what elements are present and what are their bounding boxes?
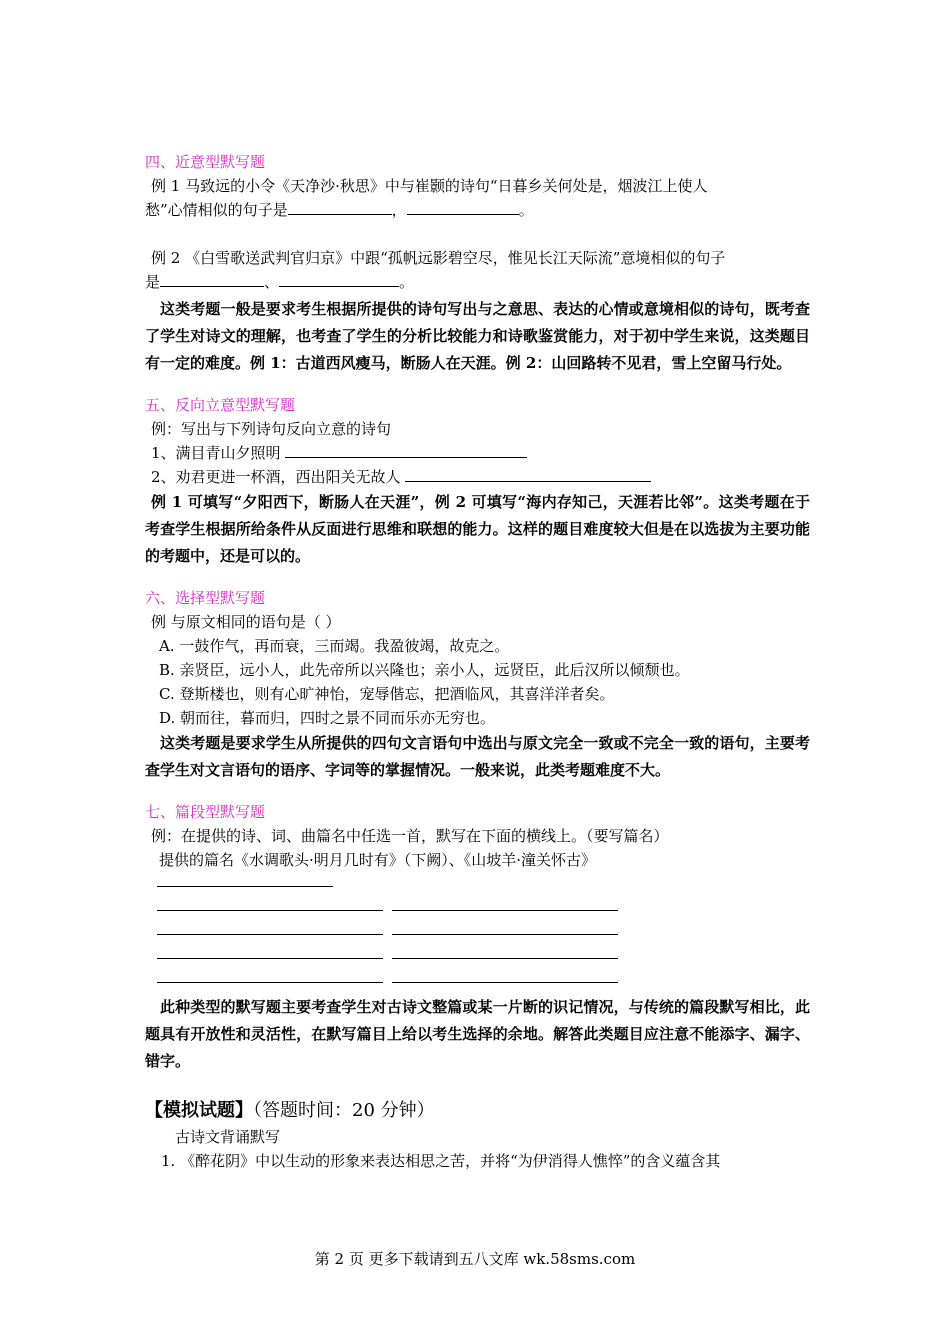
sec4-example2-text: 是 (145, 273, 161, 291)
sec4-example2-line2 (145, 270, 810, 294)
option-c: C. 登斯楼也，则有心旷神怡，宠辱偕忘，把酒临风，其喜洋洋者矣。 (159, 685, 615, 703)
answer-blank (405, 465, 651, 482)
sec7-note: 此种类型的默写题主要考查学生对古诗文整篇或某一片断的识记情况，与传统的篇段默写相比，此题具有开放性和灵活性，在默写篇目上给以考生选择的余地。解答此类题目应注意不能添字、漏字、错字。 (145, 998, 810, 1070)
sec7-titles: 提供的篇名《水调歌头·明月几时有》（下阙）、《山坡羊·潼关怀古》 (159, 851, 597, 869)
sec5-item1 (145, 441, 810, 465)
writing-line-row (145, 896, 810, 920)
mock-test-label: 【模拟试题】 (145, 1100, 253, 1121)
sec5-item2 (145, 465, 810, 489)
sec5-item1-text: 1、满目青山夕照明 (151, 444, 281, 462)
sec4-note: 这类考题一般是要求考生根据所提供的诗句写出与之意思、表达的心情或意境相似的诗句，既考查了学生对诗文的理解，也考查了学生的分析比较能力和诗歌鉴赏能力，对于初中学生来说，这类题目有一定的难度。例 1：古道西风瘦马，断肠人在天涯。例 2：山回路转不见君，雪上空留马行处。 (145, 300, 810, 372)
option-b: B. 亲贤臣，远小人，此先帝所以兴隆也；亲小人，远贤臣，此后汉所以倾颓也。 (159, 661, 690, 679)
dun-mark: 、 (264, 273, 280, 291)
writing-line-row (145, 968, 810, 992)
comma: ， (391, 201, 407, 219)
answer-blank (288, 198, 392, 215)
answer-blank (160, 270, 264, 287)
sec4-example2-line1: 例 2 《白雪歌送武判官归京》中跟“孤帆远影碧空尽，惟见长江天际流”意境相似的句子 (151, 249, 726, 267)
mock-question-1: 1. 《醉花阴》中以生动的形象来表达相思之苦，并将“为伊消得人憔悴”的含义蕴含其 (161, 1152, 721, 1170)
sec4-example1-text: 愁”心情相似的句子是 (145, 201, 288, 219)
answer-blank (285, 441, 527, 458)
writing-line (157, 972, 383, 983)
writing-line-row (145, 944, 810, 968)
sec5-item2-text: 2、劝君更进一杯酒，西出阳关无故人 (151, 468, 401, 486)
answer-blank (279, 270, 399, 287)
page-footer: 第 2 页 更多下载请到五八文库 wk.58sms.com (314, 1250, 636, 1268)
sec4-example1-line2 (145, 198, 810, 222)
writing-line (392, 948, 618, 959)
option-d: D. 朝而往，暮而归，四时之景不同而乐亦无穷也。 (159, 709, 496, 727)
sec4-example1-line1: 例 1 马致远的小令《天净沙·秋思》中与崔颢的诗句“日暮乡关何处是，烟波江上使人 (151, 177, 708, 195)
section-6-heading: 六、选择型默写题 (145, 589, 266, 607)
writing-line-row (145, 872, 810, 896)
mock-test-title (145, 1097, 810, 1125)
answer-blank (407, 198, 519, 215)
option-a: A. 一鼓作气，再而衰，三而竭。我盈彼竭，故克之。 (159, 637, 510, 655)
writing-line (392, 900, 618, 911)
period: 。 (399, 273, 415, 291)
period: 。 (518, 201, 534, 219)
mock-subtitle: 古诗文背诵默写 (175, 1128, 281, 1146)
writing-line (392, 972, 618, 983)
sec6-note: 这类考题是要求学生从所提供的四句文言语句中选出与原文完全一致或不完全一致的语句，主要考查学生对文言语句的语序、字词等的掌握情况。一般来说，此类考题难度不大。 (145, 734, 810, 779)
writing-line (157, 948, 383, 959)
writing-line (157, 876, 333, 887)
sec5-note: 例 1 可填写“夕阳西下，断肠人在天涯”，例 2 可填写“海内存知己，天涯若比邻”。这类考题在于考查学生根据所给条件从反面进行思维和联想的能力。这样的题目难度较大但是在以选拔为主要功能的考题中，还是可以的。 (145, 493, 810, 565)
writing-line (392, 924, 618, 935)
writing-line (157, 924, 383, 935)
writing-line (157, 900, 383, 911)
sec6-example: 例 与原文相同的语句是（ ） (151, 613, 341, 631)
section-7-heading: 七、篇段型默写题 (145, 803, 266, 821)
writing-line-row (145, 920, 810, 944)
document-page (145, 150, 810, 1173)
sec5-example: 例：写出与下列诗句反向立意的诗句 (151, 420, 392, 438)
mock-test-time: （答题时间：20 分钟） (253, 1100, 435, 1121)
section-5-heading: 五、反向立意型默写题 (145, 396, 296, 414)
section-4-heading: 四、近意型默写题 (145, 153, 266, 171)
sec7-example: 例：在提供的诗、词、曲篇名中任选一首，默写在下面的横线上。（要写篇名） (151, 827, 669, 845)
